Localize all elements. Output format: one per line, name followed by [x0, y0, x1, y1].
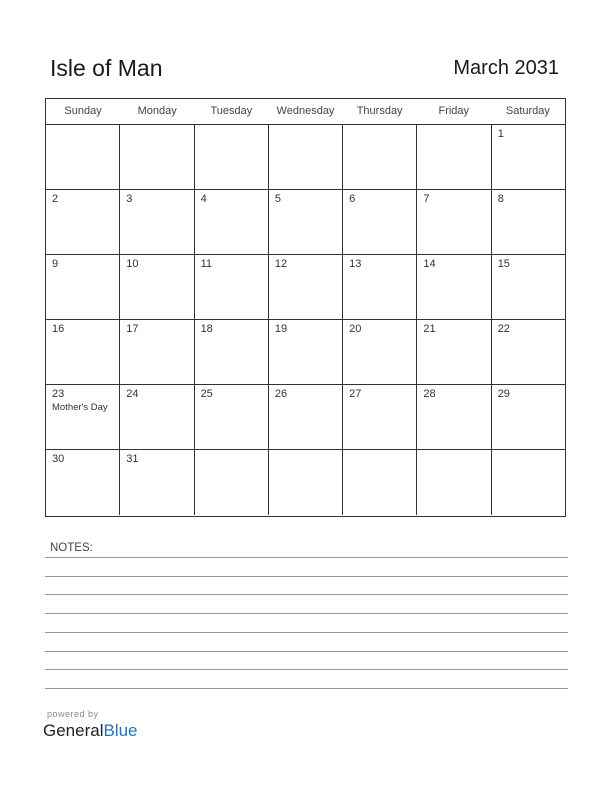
- day-cell: [492, 190, 565, 254]
- weekday-header: Monday: [137, 105, 177, 117]
- note-line: [45, 688, 568, 689]
- day-cell: [343, 450, 417, 515]
- notes-label: NOTES:: [50, 542, 93, 554]
- day-cell: [195, 125, 269, 189]
- calendar-grid: [45, 98, 566, 517]
- weekday-header: Saturday: [505, 105, 550, 117]
- week-row: [46, 450, 565, 515]
- day-cell: [417, 190, 491, 254]
- day-cell: [417, 450, 491, 515]
- day-cell: [492, 255, 565, 319]
- weekday-header-row: [46, 99, 565, 125]
- month-year-title: March 2031: [453, 57, 559, 79]
- weekday-header: Tuesday: [210, 105, 253, 117]
- day-number: 28: [423, 388, 436, 400]
- day-cell: [417, 125, 491, 189]
- day-cell: [269, 320, 343, 384]
- day-number: 29: [497, 388, 510, 400]
- day-number: 24: [126, 388, 139, 400]
- note-line: [45, 594, 568, 595]
- day-cell: [120, 125, 194, 189]
- day-number: 7: [423, 193, 430, 205]
- note-line: [45, 669, 568, 670]
- day-cell: [120, 450, 194, 515]
- week-row: [46, 255, 565, 320]
- day-number: 12: [274, 258, 288, 270]
- day-number: 22: [497, 323, 510, 335]
- weekday-header: Friday: [438, 105, 470, 117]
- note-line: [45, 576, 568, 577]
- day-number: 31: [126, 453, 139, 465]
- day-cell: [343, 125, 417, 189]
- day-cell: [269, 255, 343, 319]
- day-number: 20: [349, 323, 362, 335]
- day-cell: [343, 255, 417, 319]
- day-number: 19: [274, 323, 288, 335]
- day-cell: [417, 255, 491, 319]
- day-number: 18: [200, 323, 213, 335]
- day-number: 8: [497, 193, 504, 205]
- day-cell: [269, 450, 343, 515]
- day-number: 30: [52, 453, 65, 465]
- week-row: [46, 190, 565, 255]
- day-number: 1: [497, 128, 504, 140]
- day-cell: [343, 320, 417, 384]
- day-cell: [120, 190, 194, 254]
- day-number: 15: [497, 258, 510, 270]
- day-cell: [492, 385, 565, 449]
- day-cell: [195, 320, 269, 384]
- day-number: 4: [200, 193, 207, 205]
- day-number: 13: [349, 258, 362, 270]
- day-number: 17: [126, 323, 139, 335]
- brand-part-blue: Blue: [103, 721, 138, 740]
- day-cell: [417, 385, 491, 449]
- day-number: 27: [349, 388, 362, 400]
- day-number: 21: [423, 323, 436, 335]
- powered-by-text: powered by: [47, 709, 99, 719]
- day-cell: [46, 125, 120, 189]
- day-number: 11: [200, 258, 212, 270]
- day-cell: [195, 190, 269, 254]
- day-number: 26: [274, 388, 288, 400]
- day-number: 9: [52, 258, 59, 270]
- weekday-header: Sunday: [64, 105, 102, 117]
- day-cell: [46, 320, 120, 384]
- day-cell: [120, 385, 194, 449]
- note-line: [45, 632, 568, 633]
- day-number: 3: [126, 193, 133, 205]
- day-cell: [46, 450, 120, 515]
- day-number: 5: [274, 193, 281, 205]
- day-cell: [492, 320, 565, 384]
- day-cell: [195, 255, 269, 319]
- day-cell: [269, 385, 343, 449]
- day-number: 23: [52, 388, 65, 400]
- day-cell: [269, 190, 343, 254]
- note-line: [45, 613, 568, 614]
- week-row: [46, 125, 565, 190]
- day-cell: [417, 320, 491, 384]
- day-cell: [120, 320, 194, 384]
- day-cell: [195, 450, 269, 515]
- day-cell: [46, 385, 120, 449]
- day-cell: [120, 255, 194, 319]
- day-cell: [492, 125, 565, 189]
- day-number: 2: [52, 193, 59, 205]
- day-number: 14: [423, 258, 436, 270]
- day-cell: [46, 190, 120, 254]
- day-cell: [195, 385, 269, 449]
- day-number: 16: [52, 323, 65, 335]
- weekday-header: Wednesday: [276, 105, 335, 117]
- holiday-event: Mother's Day: [52, 402, 108, 413]
- day-number: 10: [126, 258, 139, 270]
- week-row: [46, 320, 565, 385]
- region-title: Isle of Man: [50, 55, 163, 81]
- week-row: [46, 385, 565, 450]
- day-cell: [46, 255, 120, 319]
- weeks-container: [46, 125, 565, 515]
- brand-part-general: General: [43, 721, 104, 740]
- note-line: [45, 651, 568, 652]
- day-cell: [269, 125, 343, 189]
- day-cell: [343, 190, 417, 254]
- brand-logo: [43, 721, 138, 741]
- day-number: 6: [349, 193, 356, 205]
- note-line: [45, 557, 568, 558]
- weekday-header: Thursday: [356, 105, 403, 117]
- day-cell: [343, 385, 417, 449]
- day-number: 25: [200, 388, 213, 400]
- day-cell: [492, 450, 565, 515]
